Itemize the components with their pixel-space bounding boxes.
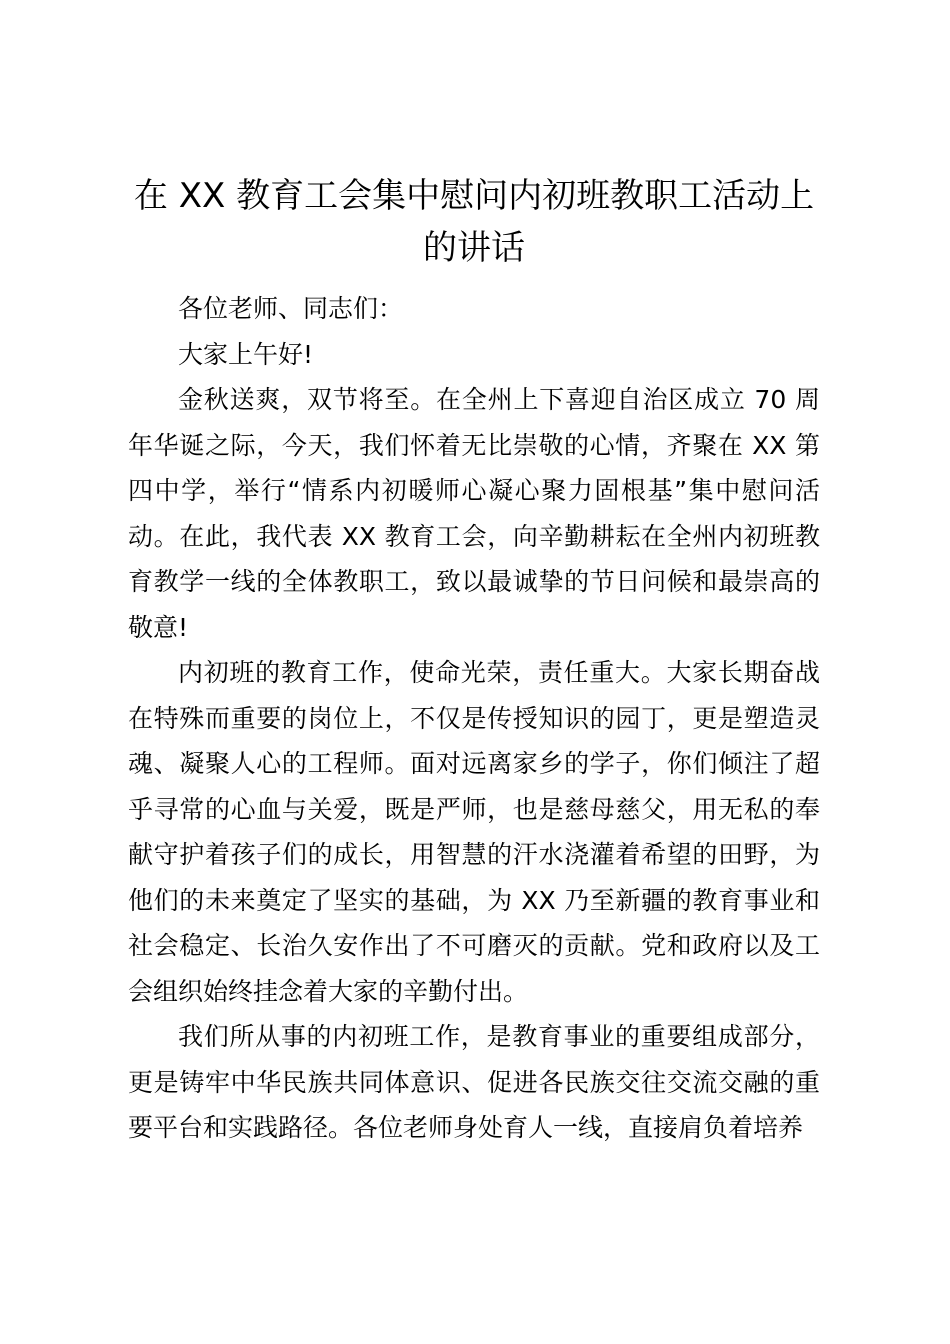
salutation: 各位老师、同志们：: [178, 294, 404, 323]
greeting: 大家上午好!: [178, 339, 314, 369]
document-page: [128, 170, 820, 1151]
paragraph-2: 内初班的教育工作，使命光荣，责任重大。大家长期奋战在特殊而重要的岗位上，不仅是传授知识的园丁，更是塑造灵魂、凝聚人心的工程师。面对远离家乡的学子，你们倾注了超乎寻常的心血与关爱，既是严师，也是慈母慈父，用无私的奉献守护着孩子们的成长，用智慧的汗水浇灌着希望的田野，为他们的未来奠定了坚实的基础，为 XX 乃至新疆的教育事业和社会稳定、长治久安作出了不可磨灭的贡献。党和政府以及工会组织始终挂念着大家的辛勤付出。: [128, 658, 820, 1006]
paragraph-1: 金秋送爽，双节将至。在全州上下喜迎自治区成立 70 周年华诞之际，今天，我们怀着无比崇敬的心情，齐聚在 XX 第四中学，举行“情系内初暖师心凝心聚力固根基”集中慰问活动。在此，我代表 XX 教育工会，向辛勤耕耘在全州内初班教育教学一线的全体教职工，致以最诚挚的节日问候和最崇高的敬意!: [128, 385, 820, 642]
paragraph-3: 我们所从事的内初班工作，是教育事业的重要组成部分，更是铸牢中华民族共同体意识、促进各民族交往交流交融的重要平台和实践路径。各位老师身处育人一线，直接肩负着培养: [128, 1022, 820, 1142]
document-title: 在 XX 教育工会集中慰问内初班教职工活动上的讲话: [133, 176, 815, 268]
